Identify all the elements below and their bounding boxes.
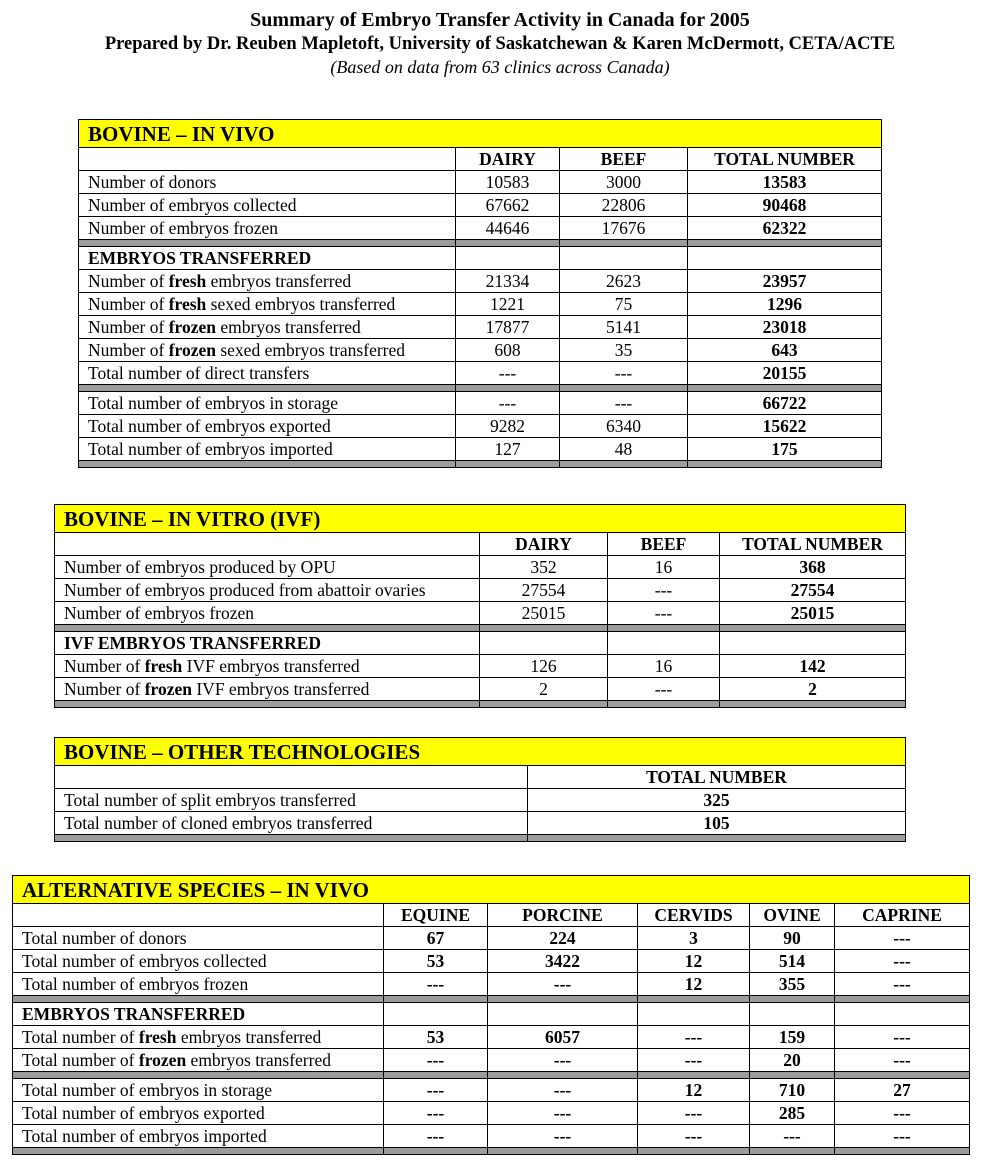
species-value: --- <box>638 1049 750 1072</box>
subheading: EMBRYOS TRANSFERRED <box>13 1003 384 1026</box>
species-value: --- <box>750 1125 835 1148</box>
subheading-row <box>55 632 906 655</box>
species-value: --- <box>835 1049 970 1072</box>
table-row <box>55 602 906 625</box>
dairy-value: 67662 <box>456 194 560 217</box>
table-row <box>55 789 906 812</box>
separator-cell <box>720 625 906 632</box>
separator-cell <box>835 1148 970 1155</box>
emphasis: fresh <box>144 656 183 676</box>
table-row <box>79 415 882 438</box>
total-value: 105 <box>528 812 906 835</box>
separator-cell <box>384 1148 488 1155</box>
column-header: BEEF <box>560 148 688 171</box>
separator-cell <box>750 1148 835 1155</box>
total-value: 23018 <box>688 316 882 339</box>
column-header: TOTAL NUMBER <box>720 533 906 556</box>
dairy-value: 1221 <box>456 293 560 316</box>
row-label: Total number of embryos in storage <box>79 392 456 415</box>
table-row <box>79 392 882 415</box>
dairy-value: 17877 <box>456 316 560 339</box>
species-value: --- <box>835 1026 970 1049</box>
table-cell <box>688 247 882 270</box>
table-row <box>79 339 882 362</box>
subheading-row <box>13 1003 970 1026</box>
table-row <box>13 973 970 996</box>
separator-cell <box>608 701 720 708</box>
row-label: Number of frozen embryos transferred <box>79 316 456 339</box>
species-value: --- <box>835 973 970 996</box>
separator-cell <box>835 1072 970 1079</box>
section-title: BOVINE – OTHER TECHNOLOGIES <box>55 738 906 766</box>
table-row <box>55 579 906 602</box>
species-value: 12 <box>638 973 750 996</box>
table-row <box>79 438 882 461</box>
species-value: --- <box>384 1079 488 1102</box>
row-label: Number of embryos frozen <box>55 602 480 625</box>
row-label: Total number of frozen embryos transferred <box>13 1049 384 1072</box>
subheading: IVF EMBRYOS TRANSFERRED <box>55 632 480 655</box>
bovine-in-vitro-table <box>54 504 906 708</box>
beef-value: 16 <box>608 556 720 579</box>
emphasis: frozen <box>144 679 192 699</box>
bovine-in-vivo-table <box>78 119 882 468</box>
total-value: 13583 <box>688 171 882 194</box>
section-title-row <box>79 120 882 148</box>
document-note: (Based on data from 63 clinics across Canada) <box>330 57 670 77</box>
table-cell <box>560 247 688 270</box>
species-value: 3422 <box>488 950 638 973</box>
table-cell <box>638 1003 750 1026</box>
dairy-value: --- <box>456 392 560 415</box>
separator-row <box>79 385 882 392</box>
row-label: Number of fresh sexed embryos transferred <box>79 293 456 316</box>
column-header: CERVIDS <box>638 904 750 927</box>
emphasis: fresh <box>168 294 207 314</box>
alternative-species-table <box>12 875 970 1155</box>
separator-cell <box>488 1072 638 1079</box>
beef-value: 17676 <box>560 217 688 240</box>
column-header: TOTAL NUMBER <box>688 148 882 171</box>
species-value: --- <box>384 973 488 996</box>
species-value: --- <box>384 1102 488 1125</box>
row-label: Number of frozen IVF embryos transferred <box>55 678 480 701</box>
table-row <box>13 950 970 973</box>
total-value: 325 <box>528 789 906 812</box>
species-value: --- <box>488 1125 638 1148</box>
species-value: 20 <box>750 1049 835 1072</box>
total-value: 62322 <box>688 217 882 240</box>
species-value: --- <box>638 1102 750 1125</box>
separator-cell <box>55 701 480 708</box>
table-row <box>55 678 906 701</box>
section-title-row <box>55 738 906 766</box>
beef-value: 48 <box>560 438 688 461</box>
separator-cell <box>528 835 906 842</box>
separator-cell <box>480 625 608 632</box>
column-header: PORCINE <box>488 904 638 927</box>
row-label: Total number of embryos exported <box>13 1102 384 1125</box>
beef-value: 16 <box>608 655 720 678</box>
column-header-row <box>79 148 882 171</box>
row-label: Total number of fresh embryos transferred <box>13 1026 384 1049</box>
row-label: Total number of donors <box>13 927 384 950</box>
species-value: --- <box>384 1049 488 1072</box>
beef-value: --- <box>608 602 720 625</box>
separator-cell <box>688 461 882 468</box>
column-header: TOTAL NUMBER <box>528 766 906 789</box>
species-value: 53 <box>384 950 488 973</box>
separator-cell <box>79 240 456 247</box>
table-row <box>79 194 882 217</box>
separator-cell <box>13 1072 384 1079</box>
separator-cell <box>384 1072 488 1079</box>
table-row <box>79 293 882 316</box>
species-value: 224 <box>488 927 638 950</box>
total-value: 66722 <box>688 392 882 415</box>
table-row <box>55 812 906 835</box>
separator-cell <box>480 701 608 708</box>
total-value: 368 <box>720 556 906 579</box>
separator-cell <box>79 461 456 468</box>
emphasis: frozen <box>168 317 216 337</box>
species-value: 285 <box>750 1102 835 1125</box>
separator-row <box>55 701 906 708</box>
section-title: BOVINE – IN VITRO (IVF) <box>55 505 906 533</box>
total-value: 90468 <box>688 194 882 217</box>
column-header: DAIRY <box>456 148 560 171</box>
column-header: CAPRINE <box>835 904 970 927</box>
total-value: 2 <box>720 678 906 701</box>
separator-cell <box>384 996 488 1003</box>
table-row <box>13 1026 970 1049</box>
separator-cell <box>456 385 560 392</box>
species-value: --- <box>488 973 638 996</box>
subheading: EMBRYOS TRANSFERRED <box>79 247 456 270</box>
separator-cell <box>688 240 882 247</box>
species-value: --- <box>488 1049 638 1072</box>
separator-cell <box>638 996 750 1003</box>
table-cell <box>488 1003 638 1026</box>
row-label: Number of embryos collected <box>79 194 456 217</box>
column-header: DAIRY <box>480 533 608 556</box>
species-value: 12 <box>638 1079 750 1102</box>
separator-cell <box>55 835 528 842</box>
column-header-row <box>55 766 906 789</box>
species-value: 514 <box>750 950 835 973</box>
row-label: Total number of embryos imported <box>13 1125 384 1148</box>
document-title: Summary of Embryo Transfer Activity in Canada for 2005 <box>250 9 750 31</box>
table-row <box>13 927 970 950</box>
total-value: 20155 <box>688 362 882 385</box>
table-row <box>13 1079 970 1102</box>
separator-row <box>13 1072 970 1079</box>
column-header: OVINE <box>750 904 835 927</box>
section-title: ALTERNATIVE SPECIES – IN VIVO <box>13 876 970 904</box>
species-value: 27 <box>835 1079 970 1102</box>
separator-cell <box>638 1148 750 1155</box>
total-value: 643 <box>688 339 882 362</box>
separator-cell <box>560 240 688 247</box>
separator-row <box>13 1148 970 1155</box>
table-cell <box>480 632 608 655</box>
species-value: --- <box>638 1125 750 1148</box>
total-value: 1296 <box>688 293 882 316</box>
table-row <box>79 362 882 385</box>
row-label: Number of donors <box>79 171 456 194</box>
table-cell <box>456 247 560 270</box>
row-label: Number of embryos produced by OPU <box>55 556 480 579</box>
dairy-value: 10583 <box>456 171 560 194</box>
document-header <box>0 8 1000 78</box>
total-value: 15622 <box>688 415 882 438</box>
species-value: --- <box>835 1125 970 1148</box>
table-cell <box>384 1003 488 1026</box>
row-label: Total number of embryos collected <box>13 950 384 973</box>
total-value: 25015 <box>720 602 906 625</box>
document-authors: Prepared by Dr. Reuben Mapletoft, University of Saskatchewan & Karen McDermott, CETA/ACTE <box>104 34 896 54</box>
total-value: 27554 <box>720 579 906 602</box>
separator-cell <box>13 996 384 1003</box>
column-header-empty <box>79 148 456 171</box>
total-value: 142 <box>720 655 906 678</box>
species-value: 710 <box>750 1079 835 1102</box>
species-value: --- <box>638 1026 750 1049</box>
separator-cell <box>456 461 560 468</box>
table-row <box>13 1125 970 1148</box>
beef-value: --- <box>608 678 720 701</box>
separator-cell <box>608 625 720 632</box>
beef-value: --- <box>560 392 688 415</box>
table-row <box>79 270 882 293</box>
table-row <box>13 1102 970 1125</box>
beef-value: --- <box>560 362 688 385</box>
species-value: 12 <box>638 950 750 973</box>
separator-cell <box>13 1148 384 1155</box>
section-title-row <box>13 876 970 904</box>
species-value: --- <box>384 1125 488 1148</box>
separator-cell <box>488 996 638 1003</box>
table-row <box>55 655 906 678</box>
dairy-value: --- <box>456 362 560 385</box>
separator-cell <box>456 240 560 247</box>
emphasis: fresh <box>168 271 207 291</box>
total-value: 175 <box>688 438 882 461</box>
section-title: BOVINE – IN VIVO <box>79 120 882 148</box>
separator-row <box>55 835 906 842</box>
species-value: --- <box>835 927 970 950</box>
column-header-empty <box>55 766 528 789</box>
separator-cell <box>560 385 688 392</box>
species-value: --- <box>835 1102 970 1125</box>
separator-row <box>13 996 970 1003</box>
column-header-row <box>55 533 906 556</box>
table-cell <box>835 1003 970 1026</box>
table-cell <box>608 632 720 655</box>
dairy-value: 9282 <box>456 415 560 438</box>
separator-row <box>55 625 906 632</box>
separator-cell <box>79 385 456 392</box>
row-label: Total number of embryos frozen <box>13 973 384 996</box>
species-value: 53 <box>384 1026 488 1049</box>
species-value: --- <box>835 950 970 973</box>
section-title-row <box>55 505 906 533</box>
species-value: 6057 <box>488 1026 638 1049</box>
separator-cell <box>688 385 882 392</box>
subheading-row <box>79 247 882 270</box>
table-row <box>55 556 906 579</box>
dairy-value: 44646 <box>456 217 560 240</box>
separator-row <box>79 461 882 468</box>
row-label: Number of embryos frozen <box>79 217 456 240</box>
column-header: EQUINE <box>384 904 488 927</box>
separator-cell <box>638 1072 750 1079</box>
beef-value: 3000 <box>560 171 688 194</box>
row-label: Total number of embryos in storage <box>13 1079 384 1102</box>
table-row <box>79 171 882 194</box>
column-header-empty <box>55 533 480 556</box>
row-label: Total number of direct transfers <box>79 362 456 385</box>
dairy-value: 2 <box>480 678 608 701</box>
beef-value: 6340 <box>560 415 688 438</box>
row-label: Total number of embryos exported <box>79 415 456 438</box>
separator-cell <box>750 996 835 1003</box>
dairy-value: 21334 <box>456 270 560 293</box>
table-row <box>79 217 882 240</box>
separator-cell <box>560 461 688 468</box>
row-label: Total number of embryos imported <box>79 438 456 461</box>
row-label: Number of fresh embryos transferred <box>79 270 456 293</box>
table-row <box>79 316 882 339</box>
dairy-value: 27554 <box>480 579 608 602</box>
species-value: 3 <box>638 927 750 950</box>
dairy-value: 127 <box>456 438 560 461</box>
separator-row <box>79 240 882 247</box>
beef-value: 35 <box>560 339 688 362</box>
beef-value: 2623 <box>560 270 688 293</box>
separator-cell <box>750 1072 835 1079</box>
emphasis: frozen <box>168 340 216 360</box>
dairy-value: 25015 <box>480 602 608 625</box>
row-label: Number of fresh IVF embryos transferred <box>55 655 480 678</box>
emphasis: frozen <box>138 1050 187 1070</box>
species-value: --- <box>488 1079 638 1102</box>
beef-value: --- <box>608 579 720 602</box>
row-label: Number of embryos produced from abattoir ovaries <box>55 579 480 602</box>
table-row <box>13 1049 970 1072</box>
beef-value: 5141 <box>560 316 688 339</box>
row-label: Total number of split embryos transferred <box>55 789 528 812</box>
separator-cell <box>488 1148 638 1155</box>
separator-cell <box>720 701 906 708</box>
table-cell <box>720 632 906 655</box>
separator-cell <box>835 996 970 1003</box>
beef-value: 75 <box>560 293 688 316</box>
table-cell <box>750 1003 835 1026</box>
species-value: 159 <box>750 1026 835 1049</box>
separator-cell <box>55 625 480 632</box>
column-header-empty <box>13 904 384 927</box>
dairy-value: 352 <box>480 556 608 579</box>
dairy-value: 126 <box>480 655 608 678</box>
column-header-row <box>13 904 970 927</box>
bovine-other-technologies-table <box>54 737 906 842</box>
species-value: 90 <box>750 927 835 950</box>
column-header: BEEF <box>608 533 720 556</box>
dairy-value: 608 <box>456 339 560 362</box>
total-value: 23957 <box>688 270 882 293</box>
emphasis: fresh <box>138 1027 177 1047</box>
row-label: Number of frozen sexed embryos transferred <box>79 339 456 362</box>
species-value: 355 <box>750 973 835 996</box>
species-value: 67 <box>384 927 488 950</box>
beef-value: 22806 <box>560 194 688 217</box>
species-value: --- <box>488 1102 638 1125</box>
row-label: Total number of cloned embryos transferred <box>55 812 528 835</box>
